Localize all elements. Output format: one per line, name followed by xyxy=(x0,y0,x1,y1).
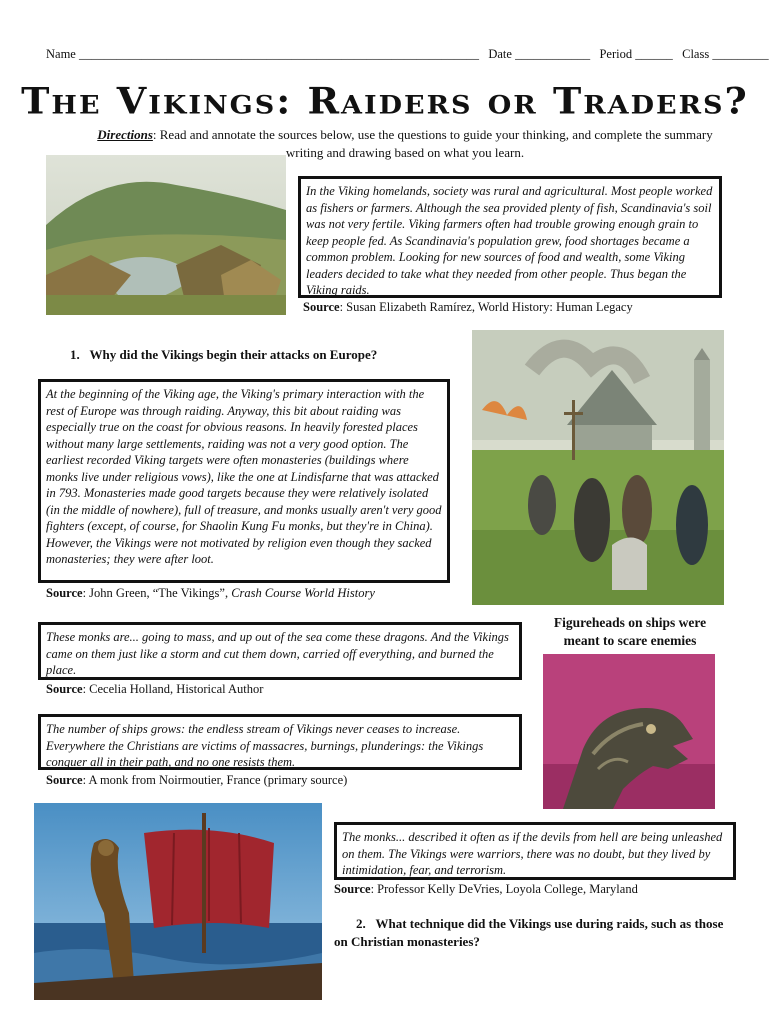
name-label: Name xyxy=(46,47,76,61)
directions-text: : Read and annotate the sources below, use the questions to guide your thinking, and complete the summary writing and drawing based on what you learn. xyxy=(152,127,713,160)
source-text-box-5 xyxy=(334,822,736,880)
figurehead-caption: Figureheads on ships were meant to scare enemies xyxy=(553,615,707,648)
question-1 xyxy=(70,347,490,363)
source-citation-4 xyxy=(46,773,516,788)
period-blank[interactable]: ______ xyxy=(635,47,673,61)
header-line xyxy=(46,47,769,62)
viking-longship-image xyxy=(34,803,322,1000)
source-2-text: At the beginning of the Viking age, the Viking's primary interaction with the rest of Europe was through raiding. Anyway, this bit about raiding was especially true on the coast for obvious reasons. In heavily forested places without many large settlements, raiding was not a very good option. The earliest recorded Viking targets were often monasteries (buildings where monks live under religious vows), like the one at Lindisfarne that was attacked in 793. Monasteries made good targets because they were relatively isolated (in the middle of nowhere), full of treasure, and monks usually aren't very good fighters (except, of course, for Shaolin Kung Fu monks, but they're in China). However, the Vikings were not motivated by religion even though they sacked monasteries; they were after loot. xyxy=(46,387,442,566)
source-citation-3 xyxy=(46,682,516,697)
source-1-label: Source xyxy=(303,300,340,314)
question-1-number: 1. xyxy=(70,347,80,362)
source-5-author: : Professor Kelly DeVries, Loyola College, Maryland xyxy=(370,882,638,896)
source-3-text: These monks are... going to mass, and up out of the sea come these dragons. And the Vikings came on them just like a storm and cut them down, carried off everything, and burned the place. xyxy=(46,630,509,677)
source-2-author: : John Green, “The Vikings”, xyxy=(82,586,232,600)
source-5-label: Source xyxy=(334,882,371,896)
period-label: Period xyxy=(599,47,633,61)
monastery-raid-image xyxy=(472,330,724,605)
source-2-label: Source xyxy=(46,586,83,600)
source-3-author: : Cecelia Holland, Historical Author xyxy=(82,682,264,696)
question-2 xyxy=(334,915,734,951)
source-citation-1 xyxy=(303,300,723,315)
source-citation-2 xyxy=(46,586,446,601)
source-text-box-3 xyxy=(38,622,522,680)
source-citation-5 xyxy=(334,882,734,897)
source-1-author: : Susan Elizabeth Ramírez, World History: Human Legacy xyxy=(339,300,633,314)
viking-village-image xyxy=(46,155,286,315)
source-4-author: : A monk from Noirmoutier, France (primary source) xyxy=(82,773,348,787)
source-text-box-1 xyxy=(298,176,722,298)
source-3-label: Source xyxy=(46,682,83,696)
figurehead-image xyxy=(543,654,715,809)
page-title: The Vikings: Raiders or Traders? xyxy=(21,79,749,122)
date-label: Date xyxy=(488,47,512,61)
source-4-label: Source xyxy=(46,773,83,787)
question-2-text: What technique did the Vikings use during raids, such as those on Christian monasteries? xyxy=(334,916,724,949)
date-blank[interactable]: ____________ xyxy=(515,47,591,61)
source-4-text: The number of ships grows: the endless stream of Vikings never ceases to increase. Everywhere the Christians are victims of massacres, burnings, plunderings: the Vikings conquer all in their path, and no one resists them. xyxy=(46,722,484,769)
source-2-work: Crash Course World History xyxy=(231,586,375,600)
source-1-text: In the Viking homelands, society was rural and agricultural. Most people worked as fishers or farmers. Although the sea provided plenty of fish, Scandinavia's soil was not very fertile. Viking farmers often had trouble growing enough grain to keep people fed. As Scandinavia's population grew, food shortages became a common problem. Looking for new sources of food and wealth, some Viking leaders decided to take what they needed from other people. Thus began the Viking raids. xyxy=(306,184,713,297)
question-1-text: Why did the Vikings begin their attacks on Europe? xyxy=(89,347,378,362)
directions-label: Directions xyxy=(97,127,153,142)
class-label: Class xyxy=(682,47,710,61)
name-blank[interactable]: ________________________________________________________________ xyxy=(78,47,479,61)
source-text-box-4 xyxy=(38,714,522,770)
source-5-text: The monks... described it often as if the devils from hell are being unleashed on them. The Vikings were warriors, there was no doubt, but they lived by intimidation, fear, and terrorism. xyxy=(342,830,723,877)
question-2-number: 2. xyxy=(356,916,366,931)
class-blank[interactable]: _________ xyxy=(712,47,769,61)
source-text-box-2 xyxy=(38,379,450,583)
